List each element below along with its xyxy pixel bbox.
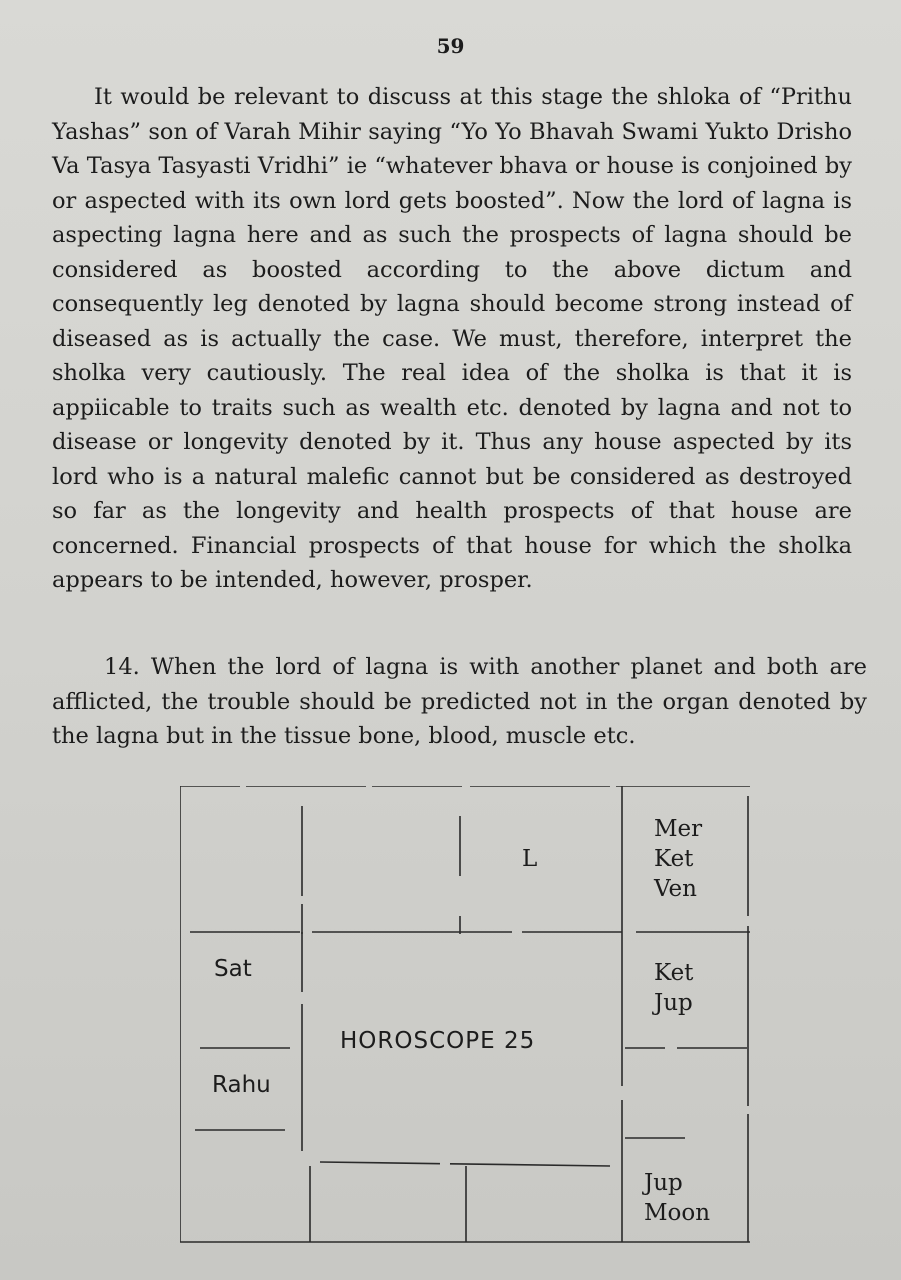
planet-label: Ket xyxy=(654,846,694,872)
planet-label: Sat xyxy=(214,956,252,982)
house-bottom-right xyxy=(644,1168,710,1228)
planet-label: Ket xyxy=(654,960,694,986)
planet-label: Jup xyxy=(644,1170,683,1196)
house-left-upper xyxy=(214,954,252,984)
planet-label: Moon xyxy=(644,1200,711,1226)
body-paragraph-2 xyxy=(52,650,867,754)
planet-label: Mer xyxy=(654,816,703,842)
horoscope-chart xyxy=(180,786,750,1246)
page-number: 59 xyxy=(436,34,465,58)
planet-label: Jup xyxy=(654,990,693,1016)
house-top-right xyxy=(654,814,702,904)
body-paragraph-1 xyxy=(52,80,852,598)
house-lagna xyxy=(522,844,537,874)
house-left-lower xyxy=(212,1070,271,1100)
planet-label: Rahu xyxy=(212,1072,271,1098)
planet-label: L xyxy=(522,846,538,872)
house-right-upper xyxy=(654,958,693,1018)
paragraph-2-text: 14. When the lord of lagna is with another planet and both are afflicted, the trouble should be predicted not in the organ denoted by the lagna but in the tissue bone, blood, muscle etc. xyxy=(52,654,867,749)
planet-label: Ven xyxy=(654,876,697,902)
horoscope-title: HOROSCOPE 25 xyxy=(340,1028,536,1054)
paragraph-1-text: It would be relevant to discuss at this stage the shloka of “Prithu Yashas” son of Varah Mihir saying “Yo Yo Bhavah Swami Yukto Drisho Va Tasya Tasyasti Vridhi” ie “whatever bhava or house is conjoined by or aspected with its own lord gets boosted”. Now the lord of lagna is aspecting lagna here and as such the prospects of lagna should be considered as boosted according to the above dictum and consequently leg denoted by lagna should become strong instead of diseased as is actually the case. We must, therefore, interpret the sholka very cautiously. The real idea of the sholka is that it is appiicable to traits such as wealth etc. denoted by lagna and not to disease or longevity denoted by it. Thus any house aspected by its lord who is a natural malefic cannot but be considered as destroyed so far as the longevity and health prospects of that house are concerned. Financial prospects of that house for which the sholka appears to be intended, however, prosper. xyxy=(52,84,852,593)
